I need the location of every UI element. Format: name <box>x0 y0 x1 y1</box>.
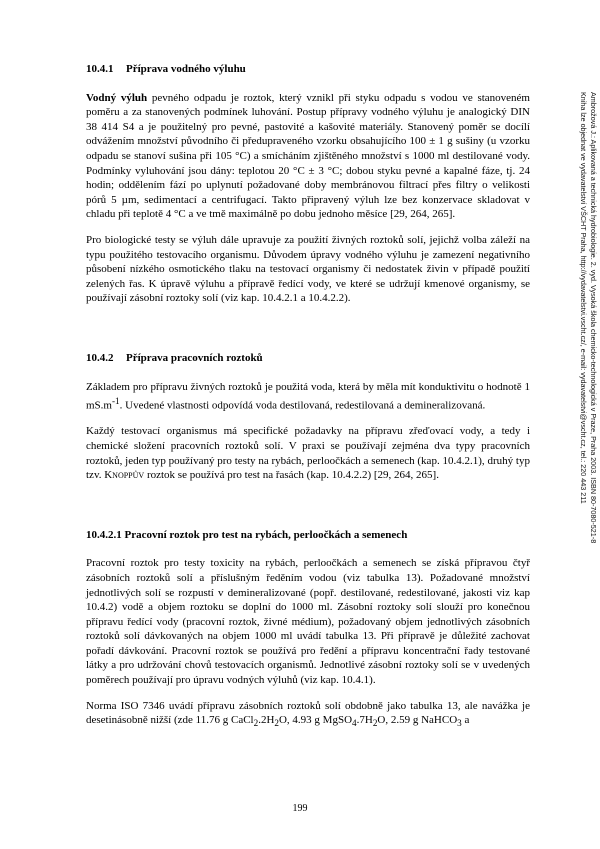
paragraph-text: Každý testovací organismus má specifické požadavky na přípravu zřeďovací vody, a tedy i chemické složení pracovních roztoků solí. V praxi se používají zejména dva typy pracovních roztoků, jeden typ používaný pro testy na rybách, perloočkách a semenech (kap. 10.4.2.1), druhý typ tzv. <box>86 425 530 482</box>
section-heading-10-4-1 <box>86 62 530 77</box>
paragraph-text: O, 4.93 g MgSO <box>278 714 353 727</box>
page-number: 199 <box>292 803 308 814</box>
paragraph <box>86 380 530 414</box>
section-heading-10-4-2-1: 10.4.2.1 Pracovní roztok pro test na rybách, perloočkách a semenech <box>86 528 408 541</box>
superscript: -1 <box>111 396 120 407</box>
bold-term: Vodný výluh <box>86 91 148 104</box>
subscript: 2 <box>253 718 259 729</box>
small-caps-term: Knoppův <box>104 469 145 482</box>
section-title: Příprava vodného výluhu <box>126 63 246 75</box>
subscript: 2 <box>274 718 279 729</box>
sidebar-citation <box>578 92 598 543</box>
paragraph-text: a <box>461 714 470 727</box>
subscript: 3 <box>457 718 462 729</box>
subscript: 4 <box>352 718 357 729</box>
paragraph: Pracovní roztok pro testy toxicity na rybách, perloočkách a semenech se získá přípravou čtyř zásobních roztoků solí a příslušným ředěním vodou (viz tabulka 13). Požadované množství jednotlivých solí se rozpustí v demineralizované (popř. destilované, redestilované, jakosti viz kap 10.4.2) vodě a objem roztoku se doplní do 1000 ml. Zásobní roztoky solí slouží pro konečnou přípravu ředící vody (pracovní roztok, živné médium), požadovaný objem jednotlivých zásobních roztoků solí dávkovaných na objem 1000 ml uvádí tabulka 13. Při přípravě je důležité zachovat pořadí dávkování. Pracovní roztok se používá pro ředění a přípravu koncentrační řady testované látky a pro udržování chovů testovacích organismů. Jednotlivé zásobní roztoky solí se v uvedených poměrech používají pro úpravu vodných výluhů (viz kap. 10.4.1). <box>86 557 530 687</box>
paragraph-text: Základem pro přípravu živných roztoků je použitá voda, která by měla mít konduktivitu o hodnotě 1 mS.m <box>86 380 530 412</box>
paragraph-text: pevného odpadu je roztok, který vznikl při styku odpadu s vodou ve stanoveném poměru a za stanovených podmínek luhování. Postup přípravy vodného výluhu je analogický DIN 38 414 S4 a je použitelný pro pevné, pastovité a kašovité materiály. Stanovený poměr se docílí odvážením množství původního či předupraveného vzorku obsahujícího 100 ± 1 g sušiny (u vzorku odpadu se stanoví sušina při 105 °C) a smícháním zjištěného množství s 1000 ml destilované vody. Podmínky vyluhování jsou dány: teplotou 20 °C ± 3 °C; dobou styku pevné a kapalné fáze, tj. 24 hodin; oddělením fází po uplynutí požadované doby membránovou filtrací přes filtry o velikosti pórů 5 µm, sedimentací a centrifugací. Takto připravený výluh lze bez konzervace skladovat v chladu při teplotě 4 °C a ve tmě maximálně po dobu jednoho měsíce [29, 264, 265]. <box>86 91 530 221</box>
section-heading-10-4-2 <box>86 351 530 366</box>
paragraph <box>86 424 530 482</box>
spacer <box>86 494 530 528</box>
paragraph-text: O, 2.59 g NaHCO <box>377 714 458 727</box>
section-number: 10.4.2 <box>86 351 114 364</box>
paragraph-text: .2H <box>258 714 275 727</box>
paragraph-text: Norma ISO 7346 uvádí přípravu zásobních roztoků solí obdobně jako tabulka 13, ale navážka je desetinásobně nižší (zde 11.76 g CaCl <box>86 699 530 727</box>
paragraph <box>86 91 530 222</box>
spacer <box>86 317 530 351</box>
section-title: Příprava pracovních roztoků <box>126 351 263 364</box>
paragraph: Pro biologické testy se výluh dále upravuje za použití živných roztoků solí, jejichž volba záleží na typu použitého testovacího organismu. Důvodem úpravy vodného výluhu je zamezení negativního působení nízkého osmotického tlaku na testovací organismy či nedostatek živin v případě použití zelených řas. K úpravě výluhu a přípravě ředící vody, ve které se udržují kmenové organismy, se používají zásobní roztoky solí (viz kap. 10.4.2.1 a 10.4.2.2). <box>86 233 530 305</box>
sidebar-citation-line2: Kniha lze objednat ve vydavatelství VŠCHT Praha, http://vydavatelstvi.vscht.cz/, e-mail: vydavatelstvi@vscht.cz, tel.: 220 443 211 <box>579 92 588 504</box>
main-text <box>86 62 530 742</box>
paragraph-text: .7H <box>356 714 373 727</box>
sidebar-citation-line1: Ambrožová J.: Aplikovaná a technická hydrobiologie. 2. vyd. Vysoká škola chemicko-technologická v Praze, Praha 2003. ISBN 80-7080-521-8 <box>589 92 598 544</box>
paragraph-text: . Uvedené vlastnosti odpovídá voda destilovaná, redestilovaná a demineralizovaná. <box>119 399 486 412</box>
paragraph <box>86 699 530 731</box>
paragraph-text: roztok se používá pro test na řasách (kap. 10.4.2.2) [29, 264, 265]. <box>144 469 439 482</box>
section-number: 10.4.1 <box>86 63 114 75</box>
subscript: 2 <box>372 718 378 729</box>
